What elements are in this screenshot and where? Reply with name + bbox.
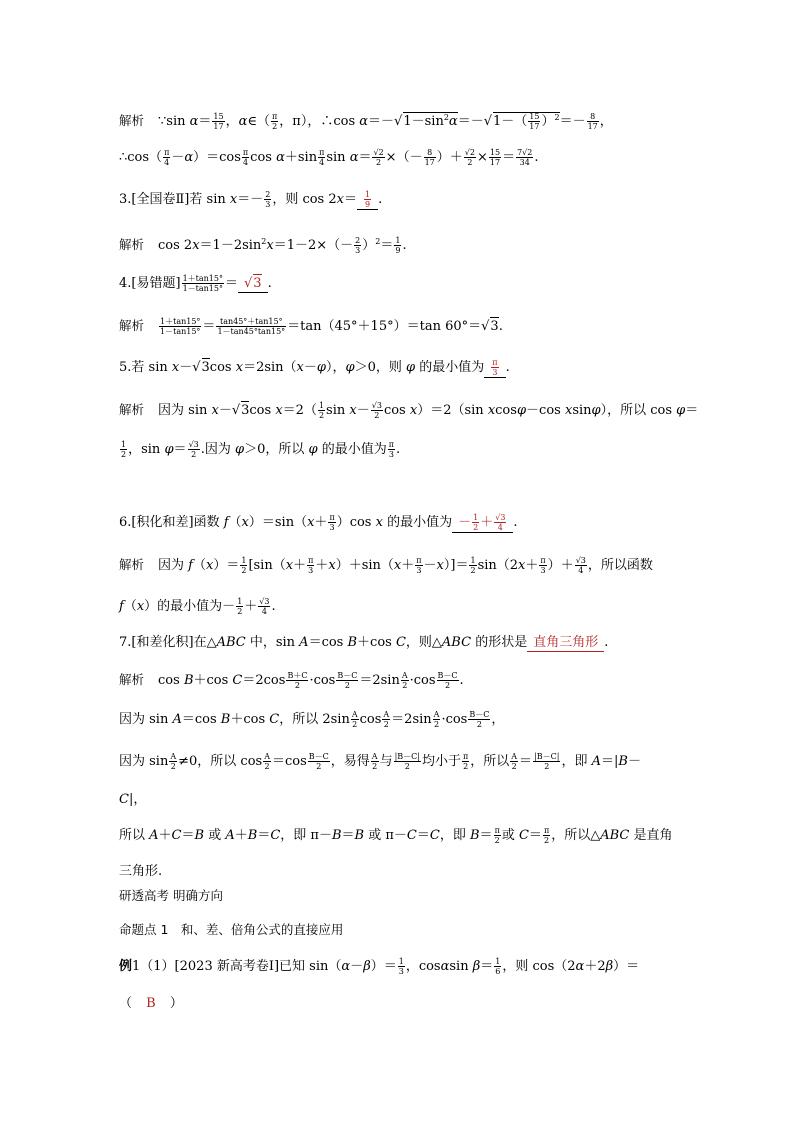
example-label: 例 [119, 959, 133, 974]
problem-7-answer-blank: 直角三角形 [527, 635, 604, 652]
solution-5-line-2: $\frac{1}{2}$ ，sin φ＝ $\frac{√3}{2}$ .因为 φ＞0，所以 φ 的最小值为 $\frac{\pi}{3}$ . [121, 440, 401, 459]
problem-3-answer-blank: $\frac{1}{9}$ [357, 190, 378, 210]
example-1-answer-choice: B [146, 996, 156, 1011]
solution-4: 解析 $\frac{1+\tan 15^\circ}{1-\tan 15^\circ}$ ＝ $\frac{\tan 45^\circ+\tan 15^\circ}{1-\tan 45^\circ\tan 15^\circ}$ ＝tan（45°＋15°）＝tan 60°＝√3. [119, 317, 503, 336]
section-subtitle: 命题点 1 和、差、倍角公式的直接应用 [119, 922, 344, 937]
solution-7-line-3: 因为 sin $\frac{A}{2}$ ≠0，所以 cos $\frac{A}{2}$ ＝cos $\frac{B-C}{2}$ ，易得 $\frac{A}{2}$ 与 $\frac{|B-C|}{2}$ 均小于 $\frac{\pi}{2}$ ，所以 $\frac{A}{2}$ ＝ $\frac{|B-C|}{2}$ ，即 A＝|B－ [119, 752, 641, 771]
solution-label: 解析 [119, 113, 145, 128]
problem-4: 4.[易错题] $\frac{1+\tan 15^\circ}{1-\tan 15^\circ}$ ＝ √3 . [119, 274, 272, 293]
problem-7: 7.[和差化积]在△ABC 中，sin A＝cos B＋cos C，则△ABC 的形状是 直角三角形 . [119, 635, 609, 650]
solution-3: 解析 $\cos 2x=1-2\sin^2x=1-2\times(-$ $\frac{2}{3}$ ）$^2$＝ $\frac{1}{9}$ . [119, 236, 407, 255]
solution-6-line-1: 解析 因为 f（x）＝ $\frac{1}{2}$ [sin（x＋ $\frac{\pi}{3}$ ＋x）＋sin（x＋ $\frac{\pi}{3}$ －x）]＝ $\frac{1}{2}$ sin（2x＋ $\frac{\pi}{3}$ ）＋ $\frac{√3}{4}$ ，所以函数 [119, 556, 653, 575]
solution-2-line-1: 解析 ∵sin α＝ $\frac{15}{17}$ ，α∈（ $\frac{\pi}{2}$ ，π），∴cos $\alpha=-√1-\sin^2\alpha=-√1-$（ $\frac{15}{17}$ ）$^2$＝－ $\frac{8}{17}$ ， [119, 112, 613, 131]
problem-3: 3.[全国卷Ⅱ]若 sin x＝－ $\frac{2}{3}$ ，则 cos 2x＝ $\frac{1}{9}$ . [119, 190, 383, 209]
solution-6-line-2: f（x）的最小值为－ $\frac{1}{2}$ ＋ $\frac{√3}{4}$ . [119, 597, 276, 616]
problem-4-answer-blank: √3 [238, 276, 268, 293]
solution-5-line-1: 解析 因为 sin x－√3cos x＝2（ $\frac{1}{2}$ sin x－ $\frac{√3}{2}$ cos x）＝2（sin xcosφ－cos xsinφ），所以 cos φ＝ [119, 401, 699, 420]
solution-7-line-1: 解析 cos B＋cos C＝2cos $\frac{B+C}{2}$ ·cos $\frac{B-C}{2}$ ＝2sin $\frac{A}{2}$ ·cos $\frac{B-C}{2}$ . [119, 671, 464, 690]
problem-6: 6.[积化和差]函数 f（x）＝sin（x＋ $\frac{\pi}{3}$ ）cos x 的最小值为 － $\frac{1}{2}$ ＋ $\frac{√3}{4}$ . [119, 513, 518, 532]
solution-7-line-5: 所以 A＋C＝B 或 A＋B＝C，即 π－B＝B 或 π－C＝C，即 B＝ $\frac{\pi}{2}$ 或 C＝ $\frac{\pi}{2}$ ，所以△ABC 是直角 [119, 826, 673, 845]
problem-5-answer-blank: $\frac{\pi}{3}$ [484, 358, 505, 378]
section-title: 研透高考 明确方向 [119, 888, 223, 903]
example-1-answer: （ B ） [119, 996, 183, 1011]
problem-5: 5.若 sin x－√3cos x＝2sin（x－φ），φ＞0，则 φ 的最小值为 $\frac{\pi}{3}$ . [119, 358, 510, 377]
solution-7-line-2: 因为 sin A＝cos B＋cos C，所以 2sin $\frac{A}{2}$ cos $\frac{A}{2}$ ＝2sin $\frac{A}{2}$ ·cos $\frac{B-C}{2}$ ， [119, 710, 505, 729]
example-1: 例1（1）[2023 新高考卷Ⅰ]已知 sin（α－β）＝ $\frac{1}{3}$ ，cosαsin β＝ $\frac{1}{6}$ ，则 cos（2α＋2β）＝ [119, 957, 640, 976]
problem-6-answer-blank: － $\frac{1}{2}$ ＋ $\frac{√3}{4}$ [452, 513, 513, 533]
solution-7-line-4: C|， [119, 792, 147, 807]
solution-2-line-2: ∴cos（ $\frac{\pi}{4}$ －α）＝cos $\frac{\pi}{4}$ cos α＋sin $\frac{\pi}{4}$ sin α＝ $\frac{√2}{2}$ ×（－ $\frac{8}{17}$ ）＋ $\frac{√2}{2}$ × $\frac{15}{17}$ ＝ $\frac{7√2}{34}$ . [119, 148, 539, 167]
solution-7-line-6: 三角形. [119, 864, 163, 879]
